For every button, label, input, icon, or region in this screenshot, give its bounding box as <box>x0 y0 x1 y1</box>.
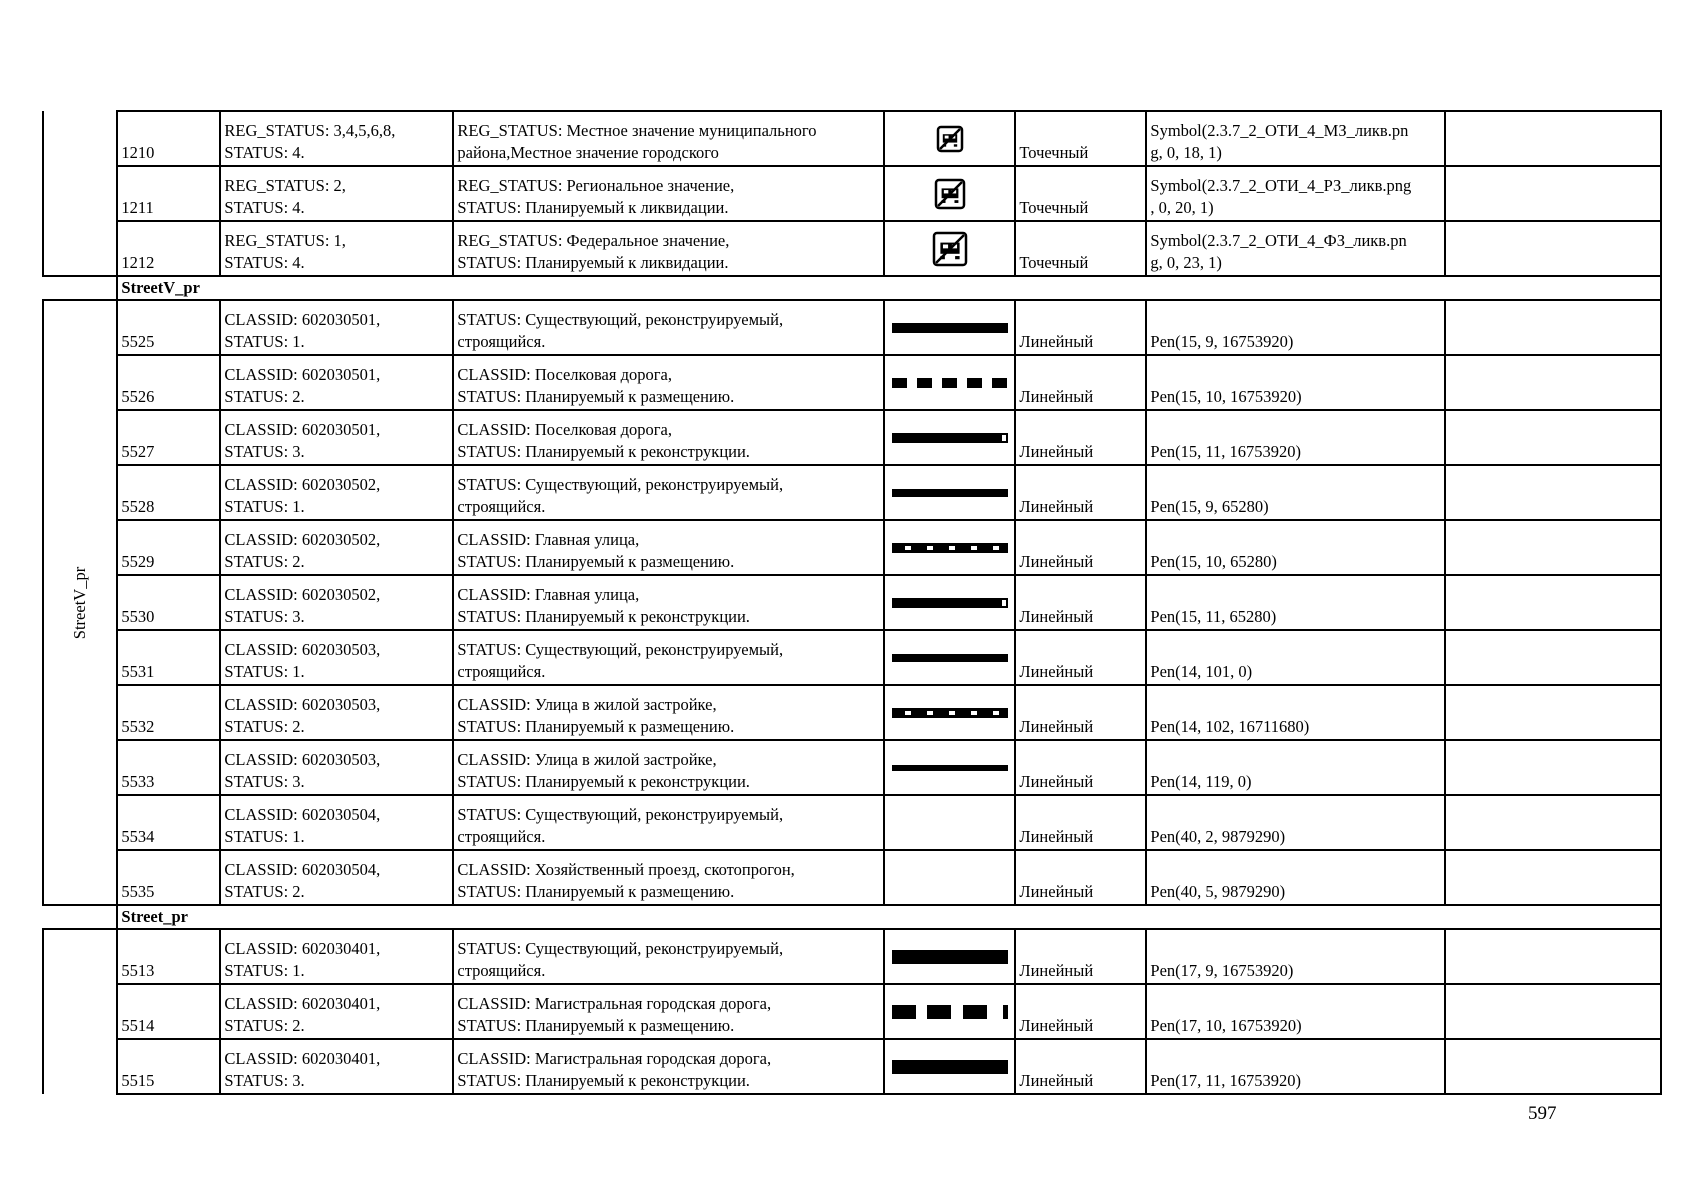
code-cell: 5530 <box>117 575 220 630</box>
style-cell <box>1146 630 1445 685</box>
empty-cell <box>1445 630 1661 685</box>
symbol-cell <box>884 111 1015 166</box>
cell-text-line: Pen(14, 101, 0) <box>1150 662 1253 681</box>
condition-cell <box>220 850 453 905</box>
empty-cell <box>1445 984 1661 1039</box>
geometry-type-cell: Линейный <box>1015 300 1146 355</box>
cell-text-line: CLASSID: Поселковая дорога, <box>457 420 672 439</box>
cell-text-line: CLASSID: 602030503, <box>224 750 381 769</box>
symbol-cell <box>884 630 1015 685</box>
cell-text-line: STATUS: Существующий, реконструируемый, <box>457 640 784 659</box>
cell-text-line: STATUS: 2. <box>224 552 305 571</box>
condition-cell <box>220 465 453 520</box>
symbol-cell <box>884 685 1015 740</box>
cell-text-line: CLASSID: Магистральная городская дорога, <box>457 994 772 1013</box>
cell-text-line: STATUS: 4. <box>224 198 305 217</box>
cell-text-line: Pen(17, 11, 16753920) <box>1150 1071 1302 1090</box>
code-cell: 5535 <box>117 850 220 905</box>
symbol-cell <box>884 465 1015 520</box>
code-cell: 5527 <box>117 410 220 465</box>
table-row <box>43 1039 1661 1094</box>
cell-text-line: g, 0, 23, 1) <box>1150 253 1222 272</box>
empty-cell <box>1445 111 1661 166</box>
symbol-cell <box>884 410 1015 465</box>
style-cell <box>1146 575 1445 630</box>
cell-text-line: STATUS: 3. <box>224 1071 305 1090</box>
geometry-type-cell: Точечный <box>1015 166 1146 221</box>
code-cell: 1210 <box>117 111 220 166</box>
layer-name: Street_pr <box>117 905 453 929</box>
style-cell <box>1146 929 1445 984</box>
condition-cell <box>220 1039 453 1094</box>
cell-text-line: STATUS: 1. <box>224 827 305 846</box>
style-cell <box>1146 685 1445 740</box>
geometry-type-cell: Линейный <box>1015 685 1146 740</box>
cell-text-line: STATUS: 2. <box>224 1016 305 1035</box>
cell-text-line: STATUS: 2. <box>224 717 305 736</box>
reconstruction-line-icon <box>891 593 1009 613</box>
table-row <box>43 929 1661 984</box>
style-cell <box>1146 465 1445 520</box>
description-cell <box>453 410 884 465</box>
cell-text-line: STATUS: Планируемый к размещению. <box>457 1016 735 1035</box>
description-cell <box>453 795 884 850</box>
cell-text-line: , 0, 20, 1) <box>1150 198 1214 217</box>
description-cell <box>453 850 884 905</box>
symbol-cell <box>884 520 1015 575</box>
cell-text-line: строящийся. <box>457 332 546 351</box>
very-thick-line-icon <box>891 1057 1009 1077</box>
cell-text-line: CLASSID: 602030501, <box>224 310 381 329</box>
cell-text-line: STATUS: Существующий, реконструируемый, <box>457 939 784 958</box>
condition-cell <box>220 221 453 276</box>
reconstruction-line-icon <box>891 428 1009 448</box>
cell-text-line: STATUS: 2. <box>224 387 305 406</box>
table-row <box>43 221 1661 276</box>
symbol-cell <box>884 355 1015 410</box>
cell-text-line: CLASSID: Главная улица, <box>457 530 640 549</box>
geometry-type-cell: Линейный <box>1015 740 1146 795</box>
table-row <box>43 850 1661 905</box>
cell-text-line: STATUS: Планируемый к размещению. <box>457 552 735 571</box>
cell-text-line: STATUS: Планируемый к размещению. <box>457 387 735 406</box>
empty-cell <box>1445 850 1661 905</box>
empty-cell <box>1445 300 1661 355</box>
condition-cell <box>220 685 453 740</box>
table-row <box>43 984 1661 1039</box>
code-cell: 5513 <box>117 929 220 984</box>
table-row <box>43 300 1661 355</box>
empty-cell <box>1445 575 1661 630</box>
cell-text-line: Pen(40, 2, 9879290) <box>1150 827 1286 846</box>
table-row <box>43 630 1661 685</box>
condition-cell <box>220 929 453 984</box>
description-cell <box>453 685 884 740</box>
geometry-type-cell: Точечный <box>1015 111 1146 166</box>
cell-text-line: STATUS: 4. <box>224 143 305 162</box>
code-cell: 5533 <box>117 740 220 795</box>
geometry-type-cell: Линейный <box>1015 410 1146 465</box>
style-cell <box>1146 221 1445 276</box>
layer-side-label: StreetV_pr <box>70 566 90 639</box>
code-cell: 5528 <box>117 465 220 520</box>
cell-text-line: CLASSID: 602030503, <box>224 695 381 714</box>
cell-text-line: CLASSID: Главная улица, <box>457 585 640 604</box>
cell-text-line: CLASSID: Хозяйственный проезд, скотопрогон, <box>457 860 795 879</box>
description-cell <box>453 984 884 1039</box>
cell-text-line: CLASSID: 602030504, <box>224 860 381 879</box>
cell-text-line: STATUS: Существующий, реконструируемый, <box>457 805 784 824</box>
geometry-type-cell: Линейный <box>1015 520 1146 575</box>
cell-text-line: STATUS: 1. <box>224 662 305 681</box>
geometry-type-cell: Линейный <box>1015 850 1146 905</box>
layer-header-fill <box>453 905 1661 929</box>
cell-text-line: Symbol(2.3.7_2_ОТИ_4_МЗ_ликв.pn <box>1150 121 1409 140</box>
cell-text-line: CLASSID: Улица в жилой застройке, <box>457 750 717 769</box>
cell-text-line: строящийся. <box>457 961 546 980</box>
cell-text-line: STATUS: 3. <box>224 772 305 791</box>
cell-text-line: STATUS: 3. <box>224 607 305 626</box>
code-cell: 5526 <box>117 355 220 410</box>
code-cell: 5529 <box>117 520 220 575</box>
cell-text-line: CLASSID: 602030502, <box>224 585 381 604</box>
group-label-cell <box>43 300 117 905</box>
geometry-type-cell: Линейный <box>1015 575 1146 630</box>
dash-gap-line-icon <box>891 538 1009 558</box>
cell-text-line: CLASSID: 602030504, <box>224 805 381 824</box>
cell-text-line: Pen(17, 10, 16753920) <box>1150 1016 1302 1035</box>
cell-text-line: STATUS: Планируемый к реконструкции. <box>457 442 750 461</box>
cell-text-line: CLASSID: 602030503, <box>224 640 381 659</box>
cell-text-line: CLASSID: 602030501, <box>224 365 381 384</box>
code-cell: 5532 <box>117 685 220 740</box>
table-row <box>43 465 1661 520</box>
empty-cell <box>1445 1039 1661 1094</box>
cell-text-line: CLASSID: Поселковая дорога, <box>457 365 672 384</box>
empty-cell <box>1445 740 1661 795</box>
cell-text-line: STATUS: Планируемый к размещению. <box>457 882 735 901</box>
cell-text-line: CLASSID: Улица в жилой застройке, <box>457 695 717 714</box>
cell-text-line: REG_STATUS: 3,4,5,6,8, <box>224 121 396 140</box>
empty-cell <box>1445 465 1661 520</box>
cell-text-line: REG_STATUS: Федеральное значение, <box>457 231 730 250</box>
style-cell <box>1146 410 1445 465</box>
empty-cell <box>1445 520 1661 575</box>
cell-text-line: CLASSID: Магистральная городская дорога, <box>457 1049 772 1068</box>
code-cell: 5531 <box>117 630 220 685</box>
cell-text-line: Pen(15, 9, 16753920) <box>1150 332 1294 351</box>
description-cell <box>453 166 884 221</box>
solid-thick-line-icon <box>891 318 1009 338</box>
empty-cell <box>1445 929 1661 984</box>
description-cell <box>453 1039 884 1094</box>
description-cell <box>453 740 884 795</box>
layer-header-row <box>43 276 1661 300</box>
cell-text-line: STATUS: Планируемый к реконструкции. <box>457 772 750 791</box>
geometry-type-cell: Линейный <box>1015 630 1146 685</box>
cell-text-line: STATUS: 3. <box>224 442 305 461</box>
thin-line-icon <box>891 758 1009 778</box>
code-cell: 5515 <box>117 1039 220 1094</box>
cell-text-line: строящийся. <box>457 497 546 516</box>
cell-text-line: STATUS: 4. <box>224 253 305 272</box>
table-row <box>43 520 1661 575</box>
cell-text-line: CLASSID: 602030401, <box>224 994 381 1013</box>
cell-text-line: STATUS: 2. <box>224 882 305 901</box>
geometry-type-cell: Линейный <box>1015 795 1146 850</box>
geometry-type-cell: Линейный <box>1015 1039 1146 1094</box>
table-row <box>43 740 1661 795</box>
style-cell <box>1146 1039 1445 1094</box>
condition-cell <box>220 520 453 575</box>
style-cell <box>1146 795 1445 850</box>
code-cell: 1212 <box>117 221 220 276</box>
code-cell: 1211 <box>117 166 220 221</box>
code-cell: 5514 <box>117 984 220 1039</box>
dashed-line-icon <box>891 373 1009 393</box>
cell-text-line: Pen(17, 9, 16753920) <box>1150 961 1294 980</box>
description-cell <box>453 465 884 520</box>
layer-gap-cell <box>43 905 117 929</box>
cell-text-line: STATUS: 1. <box>224 332 305 351</box>
geometry-type-cell: Точечный <box>1015 221 1146 276</box>
style-cell <box>1146 850 1445 905</box>
layer-gap-cell <box>43 276 117 300</box>
table-row <box>43 166 1661 221</box>
layer-header-row <box>43 905 1661 929</box>
cell-text-line: STATUS: Существующий, реконструируемый, <box>457 310 784 329</box>
condition-cell <box>220 166 453 221</box>
code-cell: 5525 <box>117 300 220 355</box>
cell-text-line: Symbol(2.3.7_2_ОТИ_4_ФЗ_ликв.pn <box>1150 231 1407 250</box>
description-cell <box>453 575 884 630</box>
table-row <box>43 355 1661 410</box>
symbol-cell <box>884 300 1015 355</box>
condition-cell <box>220 795 453 850</box>
condition-cell <box>220 300 453 355</box>
cell-text-line: g, 0, 18, 1) <box>1150 143 1222 162</box>
style-cell <box>1146 300 1445 355</box>
symbol-cell <box>884 221 1015 276</box>
symbol-cell <box>884 984 1015 1039</box>
table-row <box>43 410 1661 465</box>
transport-liquidation-large-icon <box>932 231 968 267</box>
page-number: 597 <box>1528 1103 1557 1124</box>
style-cell <box>1146 520 1445 575</box>
very-thick-line-icon <box>891 947 1009 967</box>
empty-cell <box>1445 355 1661 410</box>
cell-text-line: STATUS: Планируемый к размещению. <box>457 717 735 736</box>
cell-text-line: STATUS: Планируемый к ликвидации. <box>457 198 729 217</box>
condition-cell <box>220 984 453 1039</box>
dash-gap-line-icon <box>891 703 1009 723</box>
cell-text-line: CLASSID: 602030502, <box>224 530 381 549</box>
style-cell <box>1146 166 1445 221</box>
description-cell <box>453 929 884 984</box>
geometry-type-cell: Линейный <box>1015 984 1146 1039</box>
layer-header-fill <box>453 276 1661 300</box>
description-cell <box>453 355 884 410</box>
condition-cell <box>220 630 453 685</box>
description-cell <box>453 300 884 355</box>
cell-text-line: Pen(15, 11, 16753920) <box>1150 442 1302 461</box>
table-row <box>43 111 1661 166</box>
cell-text-line: CLASSID: 602030501, <box>224 420 381 439</box>
cell-text-line: REG_STATUS: Региональное значение, <box>457 176 735 195</box>
condition-cell <box>220 410 453 465</box>
cell-text-line: STATUS: Планируемый к реконструкции. <box>457 607 750 626</box>
description-cell <box>453 221 884 276</box>
cell-text-line: Pen(40, 5, 9879290) <box>1150 882 1286 901</box>
solid-line-icon <box>891 483 1009 503</box>
code-cell: 5534 <box>117 795 220 850</box>
cell-text-line: Pen(14, 119, 0) <box>1150 772 1252 791</box>
symbol-legend-table <box>42 110 1662 1095</box>
cell-text-line: REG_STATUS: 1, <box>224 231 346 250</box>
style-cell <box>1146 984 1445 1039</box>
cell-text-line: района,Местное значение городского <box>457 143 719 162</box>
table-row <box>43 575 1661 630</box>
cell-text-line: CLASSID: 602030502, <box>224 475 381 494</box>
description-cell <box>453 630 884 685</box>
cell-text-line: Pen(15, 11, 65280) <box>1150 607 1277 626</box>
group-label-cell <box>43 111 117 276</box>
empty-cell <box>1445 221 1661 276</box>
table-row <box>43 685 1661 740</box>
empty-cell <box>1445 166 1661 221</box>
transport-liquidation-medium-icon <box>934 178 966 210</box>
empty-cell <box>1445 795 1661 850</box>
wide-dashed-line-icon <box>891 1002 1009 1022</box>
layer-name: StreetV_pr <box>117 276 453 300</box>
condition-cell <box>220 740 453 795</box>
cell-text-line: REG_STATUS: Местное значение муниципального <box>457 121 817 140</box>
symbol-cell <box>884 740 1015 795</box>
description-cell <box>453 111 884 166</box>
cell-text-line: CLASSID: 602030401, <box>224 939 381 958</box>
group-label-cell <box>43 929 117 1094</box>
cell-text-line: STATUS: 1. <box>224 497 305 516</box>
table-row <box>43 795 1661 850</box>
cell-text-line: CLASSID: 602030401, <box>224 1049 381 1068</box>
cell-text-line: STATUS: Существующий, реконструируемый, <box>457 475 784 494</box>
symbol-cell <box>884 929 1015 984</box>
condition-cell <box>220 575 453 630</box>
cell-text-line: STATUS: 1. <box>224 961 305 980</box>
symbol-cell <box>884 575 1015 630</box>
cell-text-line: Pen(14, 102, 16711680) <box>1150 717 1310 736</box>
transport-liquidation-small-icon <box>936 125 964 153</box>
symbol-cell <box>884 850 1015 905</box>
cell-text-line: Pen(15, 10, 16753920) <box>1150 387 1302 406</box>
geometry-type-cell: Линейный <box>1015 355 1146 410</box>
cell-text-line: Symbol(2.3.7_2_ОТИ_4_РЗ_ликв.png <box>1150 176 1412 195</box>
description-cell <box>453 520 884 575</box>
cell-text-line: STATUS: Планируемый к реконструкции. <box>457 1071 750 1090</box>
condition-cell <box>220 355 453 410</box>
symbol-cell <box>884 795 1015 850</box>
cell-text-line: STATUS: Планируемый к ликвидации. <box>457 253 729 272</box>
empty-cell <box>1445 410 1661 465</box>
solid-line-icon <box>891 648 1009 668</box>
style-cell <box>1146 355 1445 410</box>
cell-text-line: REG_STATUS: 2, <box>224 176 346 195</box>
condition-cell <box>220 111 453 166</box>
empty-cell <box>1445 685 1661 740</box>
cell-text-line: Pen(15, 10, 65280) <box>1150 552 1277 571</box>
geometry-type-cell: Линейный <box>1015 465 1146 520</box>
geometry-type-cell: Линейный <box>1015 929 1146 984</box>
cell-text-line: строящийся. <box>457 827 546 846</box>
symbol-cell <box>884 166 1015 221</box>
style-cell <box>1146 740 1445 795</box>
cell-text-line: строящийся. <box>457 662 546 681</box>
symbol-cell <box>884 1039 1015 1094</box>
cell-text-line: Pen(15, 9, 65280) <box>1150 497 1269 516</box>
style-cell <box>1146 111 1445 166</box>
